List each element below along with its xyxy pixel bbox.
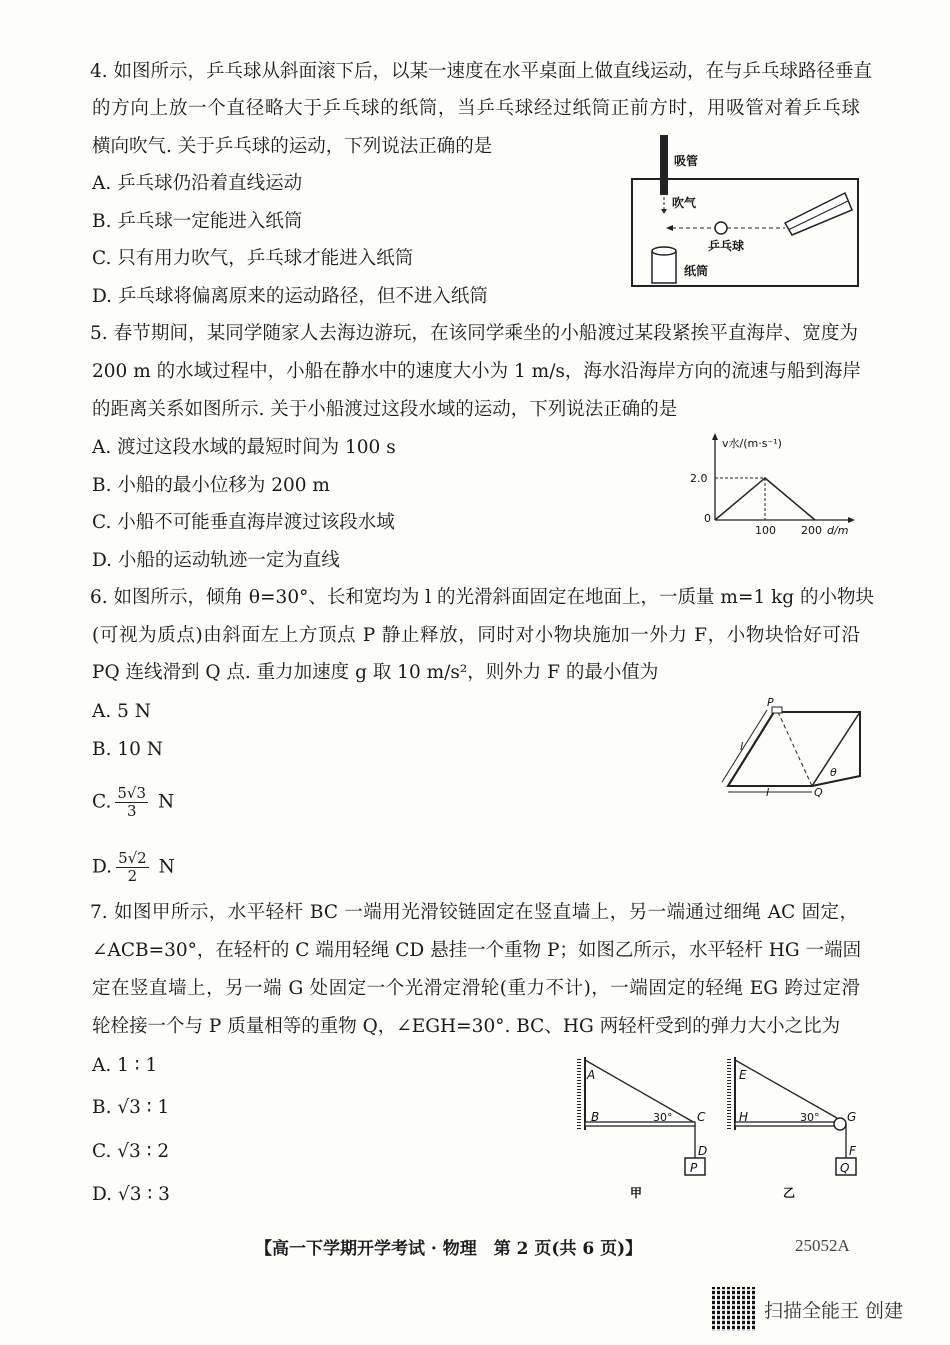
svg-text:P: P — [690, 1161, 698, 1175]
svg-text:Q: Q — [814, 786, 823, 799]
y-axis-label: v水/(m·s⁻¹) — [722, 437, 782, 450]
denominator: 3 — [126, 802, 137, 820]
svg-text:A: A — [587, 1068, 596, 1082]
q7-option-a: A. 1 ∶ 1 — [92, 1055, 158, 1076]
q6-incline-figure — [712, 698, 867, 798]
q4-stem-line: 4. 如图所示，乒乓球从斜面滚下后，以某一速度在水平桌面上做直线运动，在与乒乓球路径垂直 — [90, 61, 873, 82]
option-label: C. — [92, 791, 112, 813]
paper-tube-icon — [652, 247, 676, 283]
q4-stem-line: 横向吹气. 关于乒乓球的运动，下列说法正确的是 — [92, 136, 493, 157]
unit: N — [158, 856, 175, 878]
q7-stem-line: ∠ACB=30°，在轻杆的 C 端用轻绳 CD 悬挂一个重物 P；如图乙所示，水平轻杆 HG 一端固 — [92, 940, 862, 961]
unit: N — [157, 791, 175, 813]
svg-text:Q: Q — [840, 1161, 850, 1175]
svg-text:H: H — [739, 1110, 749, 1124]
q5-option-b: B. 小船的最小位移为 200 m — [92, 475, 330, 496]
ping-pong-ball-icon — [715, 222, 727, 234]
q5-option-c: C. 小船不可能垂直海岸渡过该段水域 — [92, 512, 395, 533]
exam-code: 25052A — [795, 1236, 850, 1255]
svg-text:吸管: 吸管 — [674, 154, 699, 168]
svg-text:F: F — [849, 1144, 856, 1158]
q5-stem-line: 5. 春节期间，某同学随家人去海边游玩，在该同学乘坐的小船渡过某段紧挨平直海岸、宽度为 — [90, 323, 858, 344]
q6-option-b: B. 10 N — [92, 739, 163, 760]
x-tick-label: 100 — [755, 524, 776, 537]
x-tick-label: 200 — [801, 524, 822, 537]
q7-figure-jia — [575, 1055, 708, 1205]
x-axis-label: d/m — [827, 524, 849, 537]
q4-option-a: A. 乒乓球仍沿着直线运动 — [92, 173, 303, 194]
svg-text:P: P — [767, 696, 774, 709]
qr-code-icon — [712, 1287, 756, 1331]
svg-text:乒乓球: 乒乓球 — [708, 239, 745, 253]
q4-option-d: D. 乒乓球将偏离原来的运动路径，但不进入纸筒 — [92, 286, 488, 307]
fraction — [115, 785, 148, 820]
numerator: 5√2 — [118, 849, 147, 867]
q5-velocity-chart — [690, 430, 865, 535]
q7-stem-line: 7. 如图甲所示，水平轻杆 BC 一端用光滑铰链固定在竖直墙上，另一端通过细绳 AC 固定， — [90, 902, 858, 923]
scanner-watermark: 扫描全能王 创建 — [764, 1300, 904, 1322]
svg-text:B: B — [591, 1110, 600, 1124]
pulley-icon — [834, 1118, 846, 1130]
q6-option-d — [92, 850, 175, 885]
svg-text:D: D — [698, 1144, 708, 1158]
q7-stem-line: 轮栓接一个与 P 质量相等的重物 Q，∠EGH=30°. BC、HG 两轻杆受到的弹力大小之比为 — [92, 1016, 841, 1037]
svg-text:l: l — [766, 786, 770, 799]
svg-text:G: G — [847, 1110, 857, 1124]
q6-stem-line: PQ 连线滑到 Q 点. 重力加速度 g 取 10 m/s²，则外力 F 的最小值为 — [92, 662, 659, 683]
svg-text:C: C — [697, 1110, 706, 1124]
q4-option-c: C. 只有用力吹气，乒乓球才能进入纸筒 — [92, 248, 414, 269]
q7-option-d: D. √3 ∶ 3 — [92, 1184, 170, 1205]
straw-icon — [660, 135, 668, 195]
q5-stem-line: 200 m 的水域过程中，小船在静水中的速度大小为 1 m/s，海水沿海岸方向的流速与船到海岸 — [92, 361, 861, 382]
numerator: 5√3 — [117, 784, 147, 802]
q7-figure-yi — [725, 1055, 865, 1205]
svg-text:甲: 甲 — [630, 1186, 643, 1200]
fraction — [116, 850, 149, 885]
ramp-icon — [785, 193, 852, 235]
svg-text:E: E — [739, 1068, 747, 1082]
svg-text:30°: 30° — [800, 1111, 820, 1124]
q7-stem-line: 定在竖直墙上，另一端 G 处固定一个光滑定滑轮(重力不计)，一端固定的轻绳 EG 跨过定滑 — [92, 978, 860, 999]
q4-option-b: B. 乒乓球一定能进入纸筒 — [92, 211, 303, 232]
q6-option-a: A. 5 N — [92, 701, 151, 722]
q6-stem-line: (可视为质点)由斜面左上方顶点 P 静止释放，同时对小物块施加一外力 F，小物块恰好可沿 — [92, 625, 860, 646]
svg-text:纸筒: 纸筒 — [684, 264, 709, 278]
q6-option-c — [92, 785, 174, 820]
svg-text:吹气: 吹气 — [672, 196, 697, 210]
q4-stem-line: 的方向上放一个直径略大于乒乓球的纸筒，当乒乓球经过纸筒正前方时，用吸管对着乒乓球 — [92, 98, 860, 119]
q6-stem-line: 6. 如图所示，倾角 θ=30°、长和宽均为 l 的光滑斜面固定在地面上，一质量 m=1 kg 的小物块 — [90, 587, 875, 608]
q7-option-c: C. √3 ∶ 2 — [92, 1141, 170, 1162]
origin-label: 0 — [704, 512, 711, 525]
page-footer: 【高一下学期开学考试 · 物理 第 2 页(共 6 页)】 — [255, 1239, 643, 1259]
denominator: 2 — [127, 867, 138, 885]
svg-text:30°: 30° — [653, 1111, 673, 1124]
y-tick-label: 2.0 — [690, 472, 708, 485]
svg-text:θ: θ — [830, 766, 837, 779]
svg-text:乙: 乙 — [783, 1186, 796, 1200]
q5-option-a: A. 渡过这段水域的最短时间为 100 s — [92, 437, 396, 458]
q5-option-d: D. 小船的运动轨迹一定为直线 — [92, 550, 340, 571]
q7-option-b: B. √3 ∶ 1 — [92, 1097, 170, 1118]
option-label: D. — [92, 856, 113, 878]
q4-figure — [630, 135, 862, 290]
q5-stem-line: 的距离关系如图所示. 关于小船渡过这段水域的运动，下列说法正确的是 — [92, 399, 678, 420]
svg-text:l: l — [740, 740, 744, 753]
